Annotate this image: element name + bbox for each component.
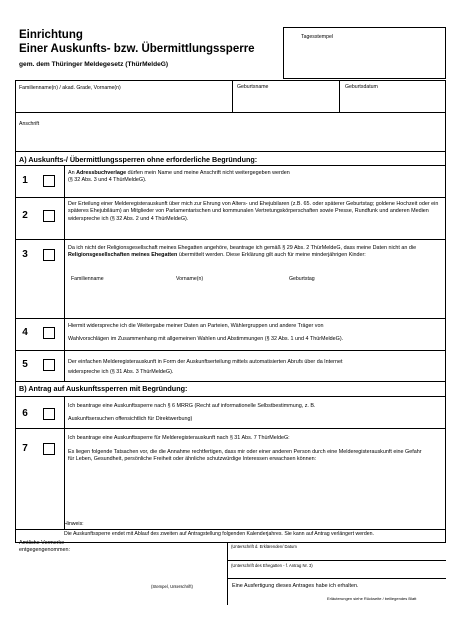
section-a-title: A) Auskunfts-/ Übermittlungssperren ohne erforderliche Begründung:	[19, 155, 258, 164]
item-number-6: 6	[22, 408, 28, 419]
section-b-title: B) Antrag auf Auskunftssperren mit Begründung:	[19, 384, 188, 393]
family-name-field[interactable]: Familienname(n) / akad. Grade, Vorname(n)	[19, 85, 121, 91]
birth-name-field[interactable]: Geburtsname	[237, 84, 269, 90]
title-line-1: Einrichtung	[19, 29, 83, 41]
children-col-first-name: Vorname(n)	[176, 276, 204, 282]
item-number-1: 1	[22, 175, 28, 186]
item-text-5: Der einfachen Melderegisterauskunft in Form der Auskunftserteilung mittels automatisierten Abrufs über da Internet widerspreche ich (§ 31 Abs. 3 ThürMeldeG).	[68, 359, 343, 375]
note-text: Die Auskunftssperre endet mit Ablauf des zweiten auf Antragstellung folgenden Kalenderjahres. Sie kann auf Antrag verlängert werden.	[64, 531, 375, 537]
checkbox-4[interactable]	[43, 327, 55, 339]
item-number-4: 4	[22, 327, 28, 338]
stamp-box	[283, 27, 446, 79]
item-text-7: Es liegen folgende Tatsachen vor, die die Annahme rechtfertigen, dass mir oder einer anderen Person durch eine Melderegisterauskunft eine Gefahr für Leben, Gesundheit, persönliche Freiheit oder ähnliche schutzwürdige Interessen erwachsen können:	[68, 449, 422, 463]
children-col-family-name: Familienname	[71, 276, 104, 282]
stamp-signature-label: (Stempel, Unterschrift)	[151, 584, 193, 589]
checkbox-5[interactable]	[43, 359, 55, 371]
item-text-1: An Adressbuchverlage dürfen mein Name und meine Anschrift nicht weitergegeben werden (§ 32 Abs. 3 und 4 ThürMeldeG).	[68, 170, 290, 184]
checkbox-6[interactable]	[43, 408, 55, 420]
checkbox-1[interactable]	[43, 175, 55, 187]
item-text-2: Der Erteilung einer Melderegisterauskunft über mich zur Ehrung von Alters- und Ehejubilaren (z.B. 65. oder späterer Geburtstag; goldene Hochzeit oder ein späteres Ehejubiläum) an Mitglieder von Parlamentarischen und kommunalen Vertretungskörperschaften sowie Presse, Rundfunk und anderen Medien widerspreche ich (§ 32 Abs. 2 und 4 ThürMeldeG).	[68, 201, 439, 222]
form-frame	[15, 80, 446, 543]
children-col-birthday: Geburtstag	[289, 276, 315, 282]
item-text-7-heading: Ich beantrage eine Auskunftssperre für Melderegisterauskunft nach § 31 Abs. 7 ThürMeldeG:	[68, 435, 290, 441]
checkbox-3[interactable]	[43, 249, 55, 261]
note-label: Hinweis:	[64, 521, 84, 527]
subtitle: gem. dem Thüringer Meldegesetz (ThürMeldeG)	[19, 61, 169, 68]
checkbox-2[interactable]	[43, 210, 55, 222]
checkbox-7[interactable]	[43, 443, 55, 455]
title-line-2: Einer Auskunfts- bzw. Übermittlungssperre	[19, 43, 255, 55]
item-number-5: 5	[22, 359, 28, 370]
stamp-label: Tagesstempel	[301, 34, 334, 40]
signature-applicant[interactable]: (Unterschrift d. Erklärenden/ Datum	[231, 544, 297, 549]
official-notes-label: Amtliche Vermerke entgegengenommen:	[19, 540, 70, 553]
signature-spouse[interactable]: (Unterschrift des Ehegatten - f. Antrag Nr. 3)	[231, 563, 313, 568]
address-field[interactable]: Anschrift	[19, 121, 40, 127]
item-text-4: Hiermit widerspreche ich die Weitergabe meiner Daten an Parteien, Wählergruppen und andere Träger von Wahlvorschlägen im Zusammenhang mit allgemeinen Wahlen und Abstimmungen (§ 32 Abs. 1 und 4 ThürMeldeG).	[68, 323, 344, 342]
birth-date-field[interactable]: Geburtsdatum	[345, 84, 378, 90]
item-text-6: Ich beantrage eine Auskunftssperre nach § 6 MRRG (Recht auf informationelle Selbstbestimmung, z. B. Auskunftsersuchen offensichtlich für Direktwerbung)	[68, 403, 316, 422]
item-text-3: Da ich nicht der Religionsgesellschaft meines Ehegatten angehöre, beantrage ich gemäß § 29 Abs. 2 ThürMeldeG, dass meine Daten nicht an die Religionsgesellschaften meines Ehegatten übermittelt werden. Diese Erklärung gilt auch für meine minderjährigen Kinder:	[68, 245, 417, 259]
item-number-2: 2	[22, 210, 28, 221]
item-number-7: 7	[22, 443, 28, 454]
explanations-note: Erläuterungen siehe Rückseite / beiliegendes Blatt	[327, 596, 417, 601]
item-number-3: 3	[22, 249, 28, 260]
copy-received-text: Eine Ausfertigung dieses Antrages habe ich erhalten.	[232, 583, 359, 589]
